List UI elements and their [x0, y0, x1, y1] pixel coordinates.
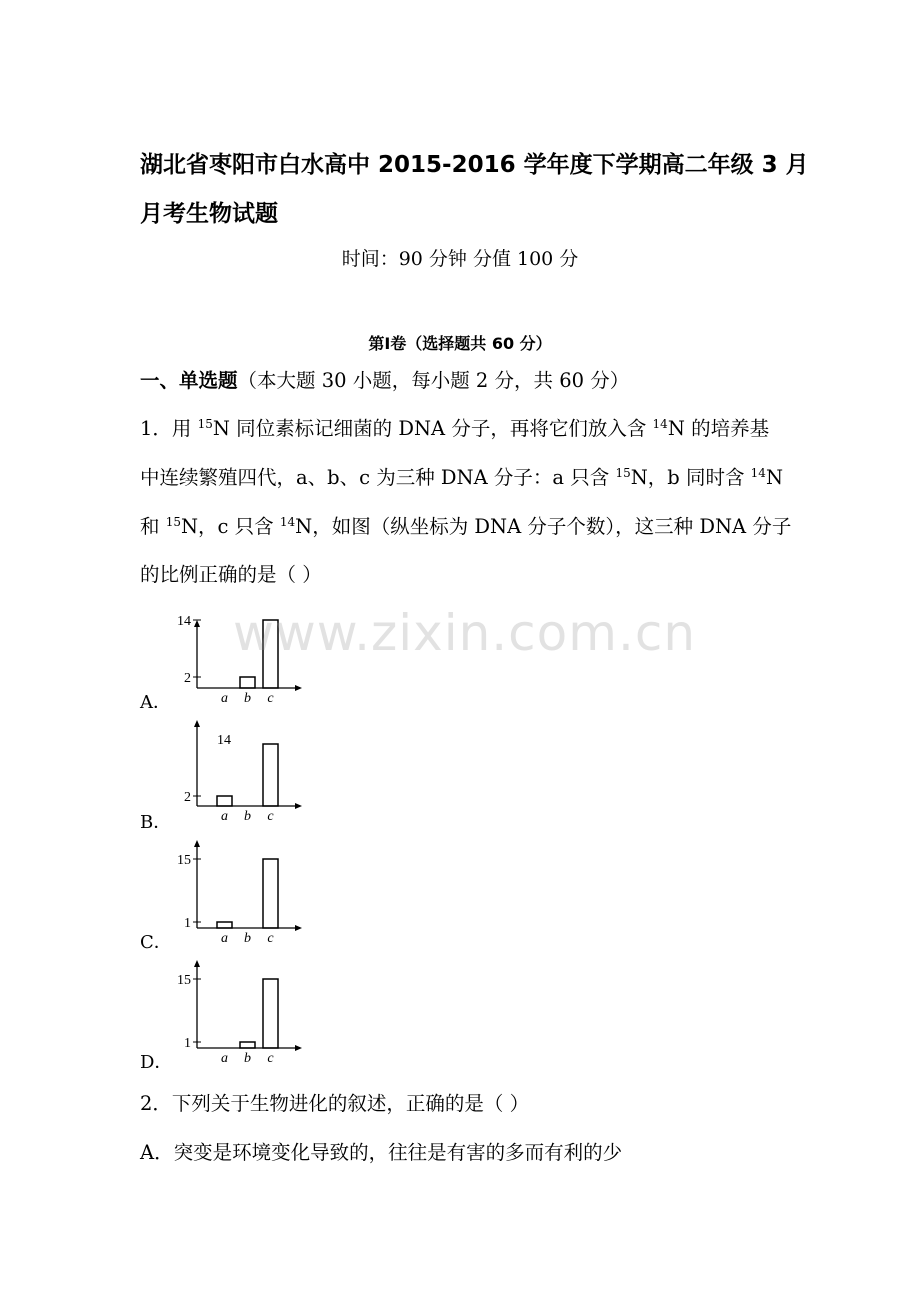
q1-line2: 中连续繁殖四代，a、b、c 为三种 DNA 分子：a 只含 $^{15}$N，b 同时含 $^{14}$N [140, 466, 784, 489]
y-axis-arrow [194, 840, 200, 847]
y-tick-label: 15 [177, 853, 191, 868]
part-heading-title: 一、单选题 [140, 369, 238, 392]
y-tick-label: 1 [184, 1036, 191, 1051]
x-axis-arrow [295, 685, 302, 691]
y-tick-label: 2 [184, 671, 191, 686]
bar-a [217, 796, 232, 806]
q1-line3: 和 $^{15}$N，c 只含 $^{14}$N，如图（纵坐标为 DNA 分子个数），这三种 DNA 分子 [140, 515, 792, 538]
section-header: 第Ⅰ卷（选择题共 60 分） [368, 334, 552, 353]
x-tick-label: a [221, 931, 228, 946]
bar-b [240, 1042, 255, 1048]
x-tick-label: c [267, 691, 274, 706]
y-axis-arrow [194, 960, 200, 967]
x-tick-label: b [244, 931, 251, 946]
y-tick-label: 1 [184, 916, 191, 931]
y-tick-label: 2 [184, 790, 191, 805]
x-tick-label: c [267, 809, 274, 824]
watermark: www.zixin.com.cn [233, 604, 697, 662]
time-score-info: 时间：90 分钟 分值 100 分 [341, 248, 579, 270]
x-tick-label: a [221, 809, 228, 824]
q1-line4: 的比例正确的是（ ） [140, 563, 322, 586]
x-tick-label: a [221, 691, 228, 706]
option-b-label[interactable]: B． [140, 812, 172, 833]
part-heading-desc: （本大题 30 小题，每小题 2 分，共 60 分） [237, 369, 630, 392]
option-d-chart [165, 958, 305, 1068]
x-axis-arrow [295, 1045, 302, 1051]
x-tick-label: b [244, 691, 251, 706]
option-c-chart [165, 838, 305, 948]
bar-a [217, 922, 232, 928]
option-c-label[interactable]: C． [140, 932, 172, 953]
option-d-label[interactable]: D． [140, 1052, 173, 1073]
y-tick-label: 15 [177, 973, 191, 988]
x-tick-label: c [267, 931, 274, 946]
x-tick-label: a [221, 1051, 228, 1066]
y-tick-label: 14 [177, 614, 191, 629]
bar-c [263, 744, 278, 806]
y-axis-arrow [194, 620, 200, 627]
y-tick-label: 14 [217, 733, 231, 748]
q2-option-a[interactable]: A．突变是环境变化导致的，往往是有害的多而有利的少 [140, 1141, 623, 1164]
document-title-line2: 月考生物试题 [140, 201, 278, 227]
x-axis-arrow [295, 803, 302, 809]
q1-line1: 1．用 $^{15}$N 同位素标记细菌的 DNA 分子，再将它们放入含 $^{14}$N 的培养基 [140, 417, 770, 440]
x-tick-label: c [267, 1051, 274, 1066]
document-title-line1: 湖北省枣阳市白水高中 2015-2016 学年度下学期高二年级 3 月 [140, 152, 809, 178]
x-tick-label: b [244, 1051, 251, 1066]
part-heading [140, 365, 629, 393]
option-b-chart [165, 718, 305, 828]
bar-b [240, 677, 255, 688]
q2-stem: 2．下列关于生物进化的叙述，正确的是（ ） [140, 1092, 530, 1115]
x-tick-label: b [244, 809, 251, 824]
bar-c [263, 979, 278, 1048]
x-axis-arrow [295, 925, 302, 931]
bar-c [263, 859, 278, 928]
y-axis-arrow [194, 720, 200, 727]
option-a-label[interactable]: A． [140, 692, 171, 713]
